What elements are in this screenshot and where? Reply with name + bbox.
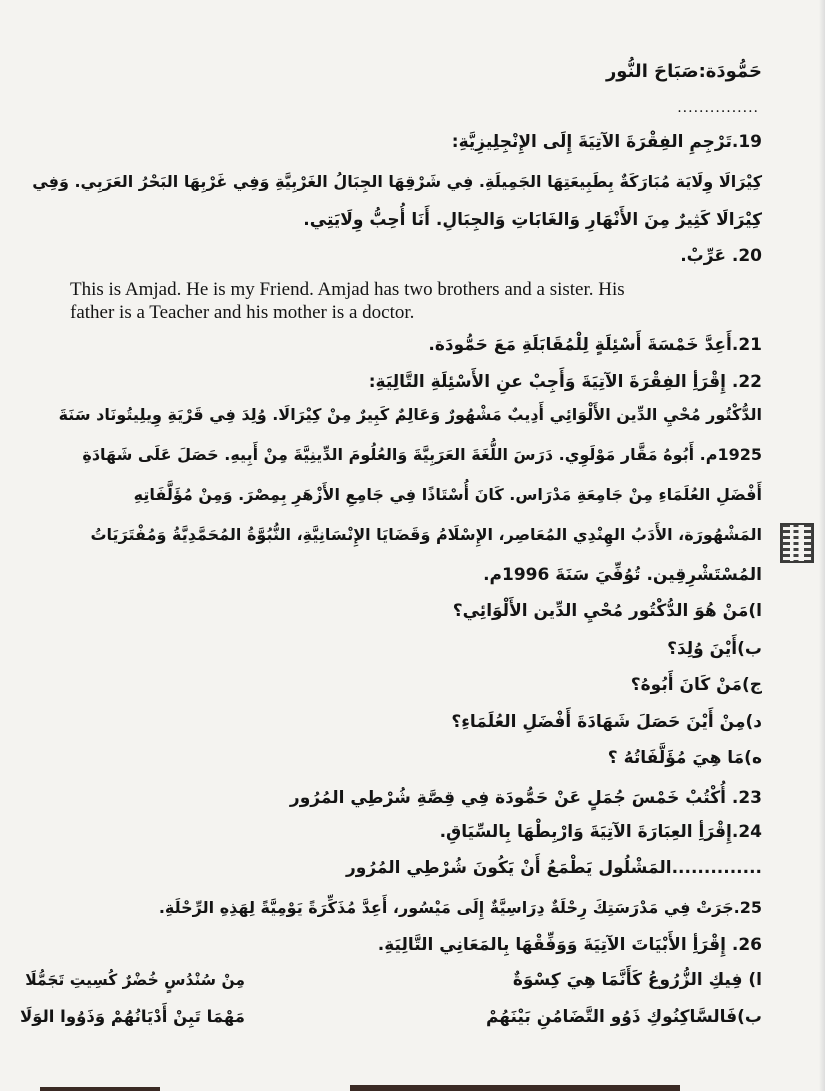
q22-title: 22. إِقْرَأِ الفِقْرَةَ الآتِيَةَ وَأَجِبْ عنِ الأَسْئِلَةِ التَّالِيَةِ: [368, 372, 762, 392]
q20-english-line-2: father is a Teacher and his mother is a doctor. [70, 302, 415, 323]
q24-title: 24.إِقْرَأِ العِبَارَةَ الآتِيَةَ وَارْبِطْهَا بِالسِّيَاقِ. [439, 822, 762, 842]
q26-verse-a-second-half: مِنْ سُنْدُسٍ خُضْرٌ كُسِيتِ تَجَمُّلَا [25, 971, 245, 989]
q22-paragraph-line-3: أَفْضَلِ العُلَمَاءِ مِنْ جَامِعَةِ مَدْرَاس. كَانَ أُسْتَاذًا فِي جَامِعِ الأَزْهَرِ بِمِصْرَ. وَمِنْ مُؤَلَّفَاتِهِ [133, 485, 762, 504]
q19-title: 19.تَرْجِمِ الفِقْرَةَ الآتِيَةَ إِلَى الإِنْجِلِيزِيَّةِ: [451, 132, 762, 152]
q20-title: 20. عَرِّبْ. [680, 246, 762, 266]
q22-question-a: ا)مَنْ هُوَ الدُّكْتُور مُحْيِ الدِّين الأَلْوَائِي؟ [452, 601, 762, 621]
page-bottom-edge [350, 1085, 680, 1091]
q22-paragraph-line-1: الدُّكْتُور مُحْيِ الدِّين الأَلْوَائِي أَدِيبٌ مَشْهُورٌ وَعَالِمٌ كَبِيرٌ مِنْ كِيْرَالَا. وُلِدَ فِي قَرْيَةِ وِيلِيتُونَاد سَنَةَ [58, 405, 762, 424]
q25-title: 25.جَرَتْ فِي مَدْرَسَتِكَ رِحْلَةٌ دِرَاسِيَّةٌ إِلَى مَيْسُور، أَعِدَّ مُذَكِّرَةً يَوْمِيَّةً لِهَذِهِ الرِّحْلَةِ. [158, 898, 762, 917]
q19-line-2: كِيْرَالَا كَثِيرٌ مِنَ الأَنْهَارِ وَالغَابَاتِ وَالجِبَالِ. أَنَا أُحِبُّ وِلَايَتِي. [303, 210, 762, 230]
q19-line-1: كِيْرَالَا وِلَايَة مُبَارَكَةٌ بِطَبِيعَتِهَا الجَمِيلَةِ. فِي شَرْقِهَا الجِبَالُ الغَرْبِيَّةِ وَفِي غَرْبِهَا البَحْرُ العَرَبِي. وَفِي [32, 172, 762, 191]
page-bottom-edge-left [40, 1087, 160, 1091]
q26-verse-a-first-half: ا) فِيكِ الزُّرُوعُ كَأَنَّمَا هِيَ كِسْوَةٌ [512, 970, 762, 990]
q22-question-e: ه)مَا هِيَ مُؤَلَّفَاتُهُ ؟ [607, 748, 762, 768]
q22-question-b: ب)أَيْنَ وُلِدَ؟ [667, 639, 762, 659]
qr-code-icon [780, 523, 814, 563]
q22-question-d: د)مِنْ أَيْنَ حَصَلَ شَهَادَةَ أَفْضَلِ العُلَمَاءِ؟ [451, 712, 762, 732]
dialogue-line: حَمُّودَة:صَبَاحَ النُّور [605, 61, 762, 82]
q23-title: 23. أُكْتُبْ خَمْسَ جُمَلٍ عَنْ حَمُّودَة فِي قِصَّةِ شُرْطِي المُرُور [289, 788, 762, 808]
q22-paragraph-line-5: المُسْتَشْرِقِين. تُوُفِّيَ سَنَةَ 1996م. [483, 565, 762, 585]
dialogue-blank: ............... [677, 100, 759, 116]
q21-title: 21.أَعِدَّ خَمْسَةَ أَسْئِلَةٍ لِلْمُقَابَلَةِ مَعَ حَمُّودَة. [428, 335, 762, 355]
q22-paragraph-line-2: 1925م. أَبُوهُ مَقَّار مَوْلَوِي. دَرَسَ اللُّغَةَ العَرَبِيَّةَ وَالعُلُومَ الدِّينِيَّةَ مِنْ أَبِيهِ. حَصَلَ عَلَى شَهَادَةِ [82, 445, 762, 464]
q26-verse-b-second-half: مَهْمَا تَبِنْ أَدْيَانُهُمْ وَذَوُوا الوَلَا [19, 1007, 245, 1026]
q22-question-c: ج)مَنْ كَانَ أَبُوهُ؟ [630, 675, 762, 695]
q20-english-line-1: This is Amjad. He is my Friend. Amjad has two brothers and a sister. His [70, 279, 625, 300]
q22-paragraph-line-4: المَشْهُورَة، الأَدَبُ الهِنْدِي المُعَاصِر، الإِسْلَامُ وَقَضَايَا الإِنْسَانِيَّةِ، النُّبُوَّةُ المُحَمَّدِيَّةُ وَمُفْتَرَيَاتُ [90, 525, 762, 544]
q26-title: 26. إِقْرَأِ الأَبْيَاتَ الآتِيَةَ وَوَفِّقْهَا بِالمَعَانِي التَّالِيَةِ. [377, 935, 762, 955]
page-right-edge [819, 0, 825, 1091]
q24-sentence: ..............المَشْلُول يَطْمَعُ أَنْ يَكُونَ شُرْطِي المُرُور [345, 858, 762, 878]
q26-verse-b-first-half: ب)فَالسَّاكِنُوكِ ذَوُو التَّضَامُنِ بَيْنَهُمْ [485, 1007, 762, 1027]
